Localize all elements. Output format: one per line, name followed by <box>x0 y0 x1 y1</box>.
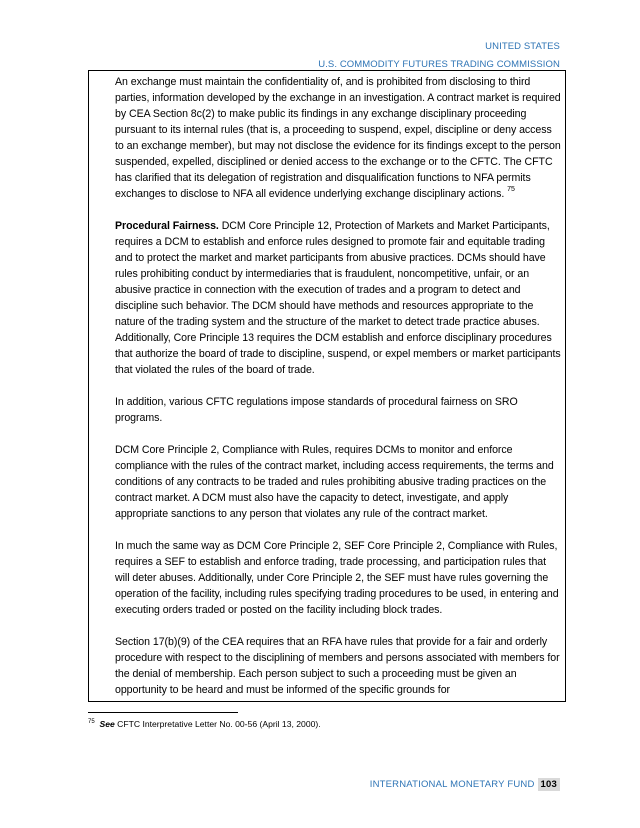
header-agency: U.S. COMMODITY FUTURES TRADING COMMISSION <box>318 59 560 70</box>
section-heading: Procedural Fairness. <box>115 220 219 232</box>
footer-label: INTERNATIONAL MONETARY FUND <box>369 779 535 790</box>
page-footer <box>370 778 560 791</box>
footnote-see: See <box>99 718 115 729</box>
paragraph-dcm-core-principle-2: DCM Core Principle 2, Compliance with Rules, requires DCMs to monitor and enforce compliance with the rules of the contract market, including access requirements, the terms and conditions of any contracts to be traded and rules prohibiting abusive trading practices on the contract market. A DCM must also have the capacity to detect, investigate, and apply appropriate sanctions to any person that violates any rule of the contract market. <box>115 444 554 520</box>
paragraph-sef-core-principle-2: In much the same way as DCM Core Principle 2, SEF Core Principle 2, Compliance with Rules, requires a SEF to establish and enforce trading, trade processing, and participation rules that will deter abuses. Additionally, under Core Principle 2, the SEF must have rules governing the operation of the facility, including rules specifying trading procedures to be used, in entering and executing orders traded or posted on the facility including block trades. <box>115 540 559 616</box>
footnote-number: 75 <box>88 719 95 725</box>
header-country: UNITED STATES <box>485 41 560 52</box>
paragraph-cftc-regulations: In addition, various CFTC regulations impose standards of procedural fairness on SRO programs. <box>115 396 518 424</box>
footnote-text: CFTC Interpretative Letter No. 00-56 (April 13, 2000). <box>114 718 321 729</box>
paragraph-section-17b9: Section 17(b)(9) of the CEA requires that an RFA have rules that provide for a fair and orderly procedure with respect to the disciplining of members and persons associated with members for the denial of membership. Each person subject to such a proceeding must be given an opportunity to be heard and must be informed of the specific grounds for <box>115 636 560 696</box>
footnote <box>88 717 321 730</box>
paragraph-procedural-fairness: Procedural Fairness. DCM Core Principle 12, Protection of Markets and Market Participants, requires a DCM to establish and enforce rules designed to promote fair and equitable trading and to protect the market and market participants from abusive practices. DCMs should have rules prohibiting conduct by intermediaries that is fraudulent, noncompetitive, unfair, or an abusive practice in connection with the execution of trades and a program to detect and discipline such behavior. The DCM should have methods and resources appropriate to the nature of the trading system and the structure of the market to detect trade practice abuses. Additionally, Core Principle 13 requires the DCM establish and enforce disciplinary procedures that authorize the board of trade to discipline, suspend, or expel members or market participants that violated the rules of the board of trade. <box>115 220 561 376</box>
footnote-divider <box>88 712 238 713</box>
page-number: 103 <box>538 778 560 791</box>
body-text <box>115 74 563 714</box>
footnote-ref[interactable]: 75 <box>507 186 515 194</box>
paragraph-confidentiality: An exchange must maintain the confidentiality of, and is prohibited from disclosing to third parties, information developed by the exchange in an investigation. A contract market is required by CEA Section 8c(2) to make public its findings in any exchange disciplinary proceeding pursuant to its internal rules (that is, a proceeding to suspend, expel, discipline or deny access to an exchange member), but may not disclose the evidence for its findings except to the person suspended, expelled, disciplined or denied access to the exchange or to the CFTC. The CFTC has clarified that its delegation of registration and disqualification functions to NFA permits exchanges to disclose to NFA all evidence underlying exchange disciplinary actions. $^{75}$ <box>115 76 561 200</box>
